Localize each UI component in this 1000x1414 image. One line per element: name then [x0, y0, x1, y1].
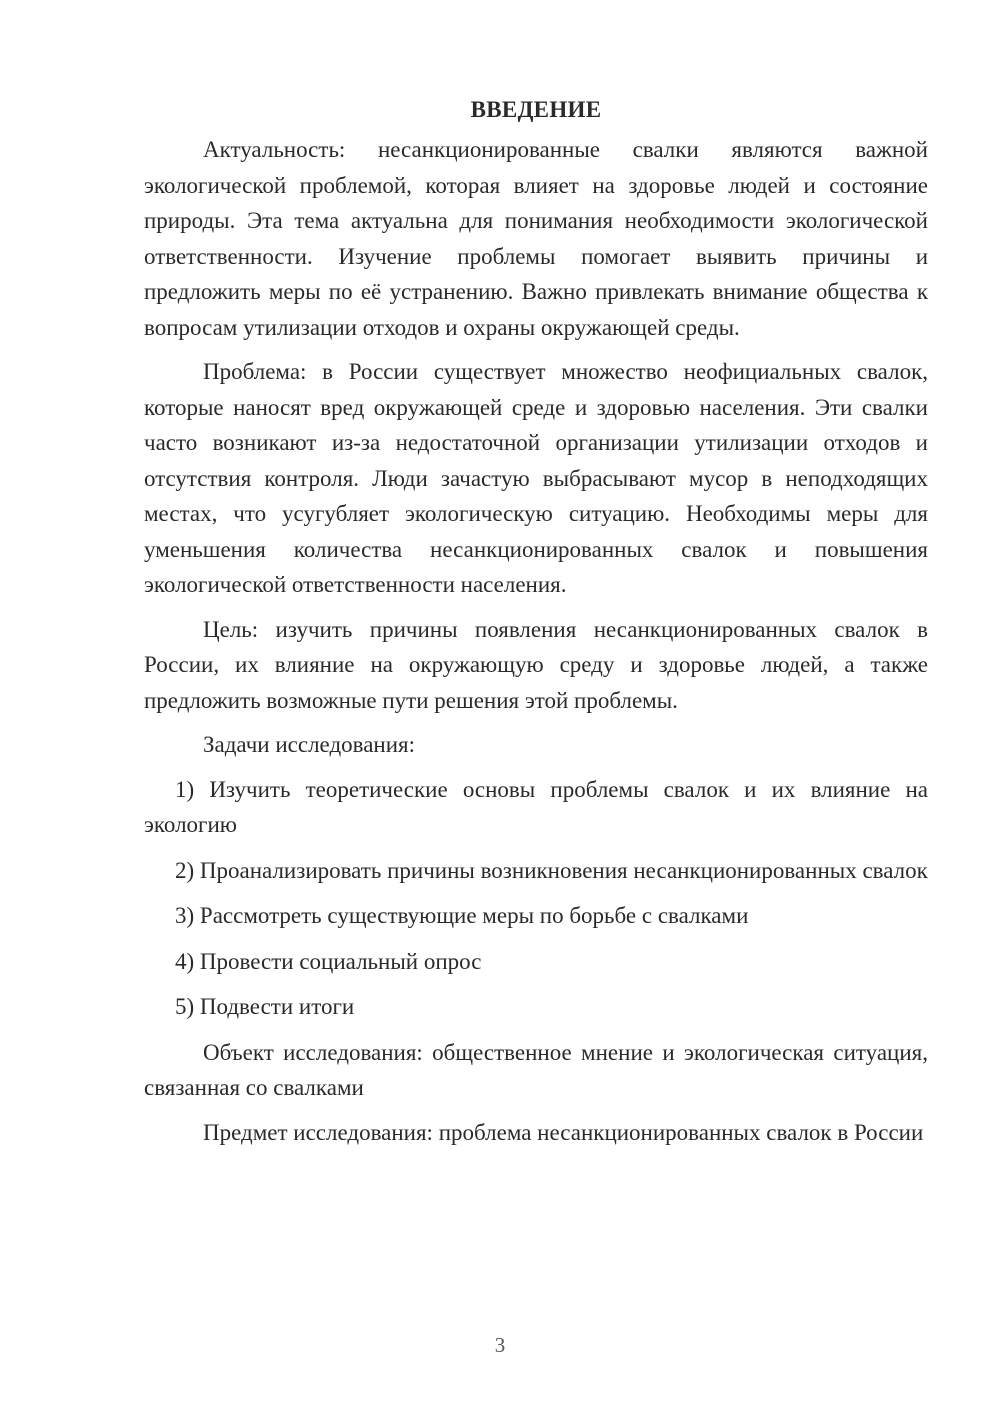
paragraph-goal: Цель: изучить причины появления несанкционированных свалок в России, их влияние на окружающую среду и здоровье людей, а также предложить возможные пути решения этой проблемы.	[144, 616, 928, 713]
task-item: 3) Рассмотреть существующие меры по борьбе с свалками	[175, 903, 749, 928]
document-page	[144, 90, 928, 1159]
task-item: 5) Подвести итоги	[175, 994, 355, 1019]
paragraph-problem: Проблема: в России существует множество неофициальных свалок, которые наносят вред окружающей среде и здоровью населения. Эти свалки часто возникают из-за недостаточной организации утилизации отходов и отсутствия контроля. Люди зачастую выбрасывают мусор в неподходящих местах, что усугубляет экологическую ситуацию. Необходимы меры для уменьшения количества несанкционированных свалок и повышения экологической ответственности населения.	[144, 359, 928, 597]
page-number: 3	[494, 1333, 506, 1357]
paragraph-subject: Предмет исследования: проблема несанкционированных свалок в России	[203, 1119, 924, 1145]
paragraph-relevance: Актуальность: несанкционированные свалки являются важной экологической проблемой, которая влияет на здоровье людей и состояние природы. Эта тема актуальна для понимания необходимости экологической ответственности. Изучение проблемы помогает выявить причины и предложить меры по её устранению. Важно привлекать внимание общества к вопросам утилизации отходов и охраны окружающей среды.	[144, 137, 928, 340]
task-item: 4) Провести социальный опрос	[175, 948, 482, 974]
section-heading: ВВЕДЕНИЕ	[470, 97, 602, 122]
paragraph-tasks-intro: Задачи исследования:	[203, 732, 416, 757]
paragraph-object: Объект исследования: общественное мнение и экологическая ситуация, связанная со свалками	[144, 1039, 928, 1100]
task-item: 1) Изучить теоретические основы проблемы свалок и их влияние на экологию	[144, 776, 928, 837]
task-item: 2) Проанализировать причины возникновения несанкционированных свалок	[175, 857, 928, 883]
